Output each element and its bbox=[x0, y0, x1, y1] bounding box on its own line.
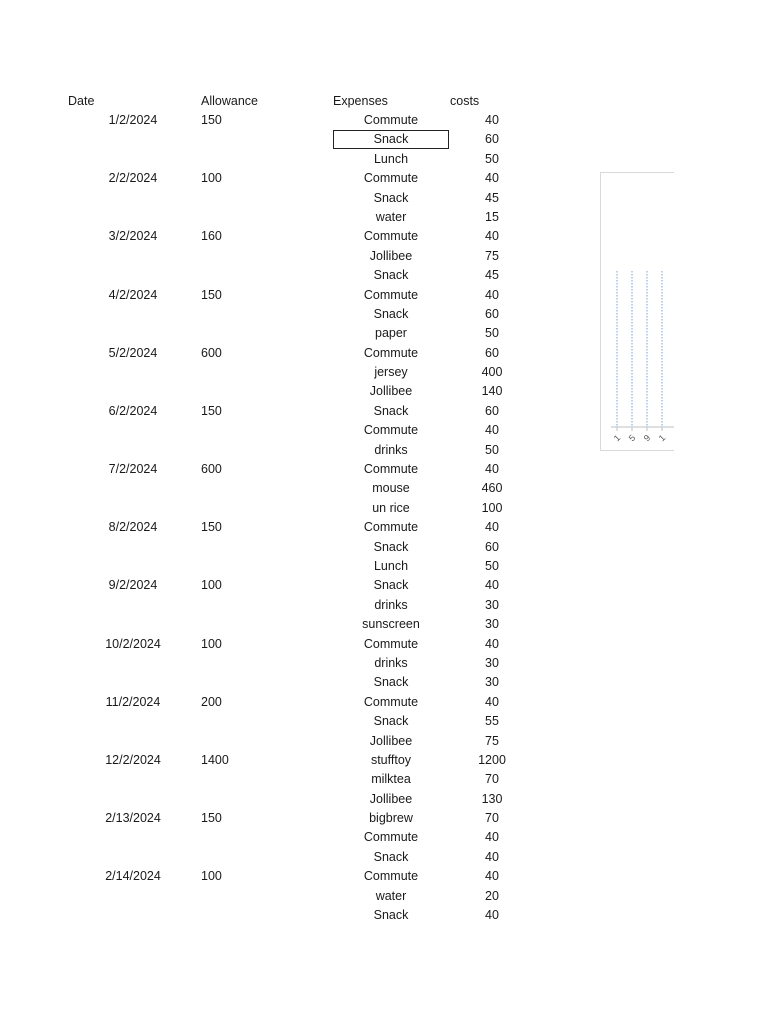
date-cell[interactable]: 11/2/2024 bbox=[105, 694, 161, 709]
cost-cell[interactable]: 40 bbox=[485, 462, 499, 477]
expense-cell[interactable]: Snack bbox=[373, 539, 409, 554]
header-expenses[interactable]: Expenses bbox=[333, 94, 388, 108]
cost-cell[interactable]: 40 bbox=[485, 287, 499, 302]
expense-cell[interactable]: Jollibee bbox=[369, 248, 413, 263]
table-row bbox=[0, 673, 560, 692]
table-row bbox=[0, 441, 560, 460]
date-cell[interactable]: 2/13/2024 bbox=[105, 811, 161, 826]
table-row bbox=[0, 305, 560, 324]
expense-cell[interactable]: Lunch bbox=[373, 558, 409, 573]
allowance-cell[interactable]: 600 bbox=[201, 345, 222, 360]
date-cell[interactable]: 3/2/2024 bbox=[108, 229, 158, 244]
expense-cell[interactable]: Lunch bbox=[373, 151, 409, 166]
table-row bbox=[0, 635, 560, 654]
table-row bbox=[0, 770, 560, 789]
header-date[interactable]: Date bbox=[68, 94, 95, 108]
table-row bbox=[0, 732, 560, 751]
expense-cell[interactable]: stufftoy bbox=[370, 752, 412, 767]
cost-cell[interactable]: 60 bbox=[485, 132, 499, 147]
cost-cell[interactable]: 40 bbox=[485, 908, 499, 923]
expense-cell[interactable]: Snack bbox=[373, 403, 409, 418]
expense-cell[interactable]: Commute bbox=[363, 520, 419, 535]
date-cell[interactable]: 2/2/2024 bbox=[108, 171, 158, 186]
table-row bbox=[0, 576, 560, 595]
expense-cell[interactable]: Commute bbox=[363, 113, 419, 127]
table-row bbox=[0, 906, 560, 925]
expense-cell[interactable]: Commute bbox=[363, 423, 419, 438]
expense-cell[interactable]: Snack bbox=[373, 578, 409, 593]
table-row bbox=[0, 751, 560, 770]
cost-cell[interactable]: 75 bbox=[485, 733, 499, 748]
table-row bbox=[0, 790, 560, 809]
date-cell[interactable]: 1/2/2024 bbox=[108, 113, 158, 127]
x-tick-label: 9 bbox=[641, 432, 653, 444]
x-tick-label: 5 bbox=[626, 432, 638, 444]
cost-cell[interactable]: 40 bbox=[485, 423, 499, 438]
expense-cell[interactable]: Snack bbox=[373, 849, 409, 864]
table-row bbox=[0, 596, 560, 615]
cost-cell[interactable]: 50 bbox=[485, 558, 499, 573]
expense-cell[interactable]: Snack bbox=[373, 714, 409, 729]
table-row bbox=[0, 130, 560, 149]
cost-cell[interactable]: 460 bbox=[481, 481, 503, 496]
expense-cell[interactable]: Commute bbox=[363, 462, 419, 477]
allowance-cell[interactable]: 100 bbox=[201, 869, 222, 884]
expense-cell[interactable]: milktea bbox=[371, 772, 411, 787]
x-tick-label: 1 bbox=[656, 432, 668, 444]
table-row bbox=[0, 247, 560, 266]
expense-cell[interactable]: Commute bbox=[363, 345, 419, 360]
table-row bbox=[0, 227, 560, 246]
allowance-cell[interactable]: 1400 bbox=[201, 752, 229, 767]
cost-cell[interactable]: 70 bbox=[485, 811, 499, 826]
table-row bbox=[0, 460, 560, 479]
allowance-cell[interactable]: 200 bbox=[201, 694, 222, 709]
expense-cell[interactable]: drinks bbox=[374, 597, 408, 612]
expense-cell[interactable]: Jollibee bbox=[369, 791, 413, 806]
table-row bbox=[0, 286, 560, 305]
cost-cell[interactable]: 60 bbox=[485, 345, 499, 360]
table-row bbox=[0, 150, 560, 169]
table-row bbox=[0, 809, 560, 828]
cost-cell[interactable]: 40 bbox=[485, 113, 499, 127]
x-tick-label: 1 bbox=[611, 432, 623, 444]
allowance-cell[interactable]: 100 bbox=[201, 636, 222, 651]
date-cell[interactable]: 4/2/2024 bbox=[108, 287, 158, 302]
cost-cell[interactable]: 50 bbox=[485, 151, 499, 166]
table-row bbox=[0, 828, 560, 847]
expense-cell[interactable]: Commute bbox=[363, 287, 419, 302]
table-row bbox=[0, 712, 560, 731]
chart-plot bbox=[601, 173, 674, 451]
expense-cell[interactable]: Snack bbox=[373, 268, 409, 283]
table-row bbox=[0, 382, 560, 401]
table-row bbox=[0, 557, 560, 576]
expense-cell[interactable]: Commute bbox=[363, 869, 419, 884]
cost-cell[interactable]: 40 bbox=[485, 849, 499, 864]
date-cell[interactable]: 8/2/2024 bbox=[108, 520, 158, 535]
cost-cell[interactable]: 40 bbox=[485, 229, 499, 244]
cost-cell[interactable]: 40 bbox=[485, 694, 499, 709]
expense-cell[interactable]: paper bbox=[375, 326, 407, 341]
expense-cell[interactable]: Commute bbox=[363, 636, 419, 651]
cost-cell[interactable]: 60 bbox=[485, 539, 499, 554]
cost-cell[interactable]: 20 bbox=[485, 888, 499, 903]
table-row bbox=[0, 479, 560, 498]
cost-cell[interactable]: 60 bbox=[485, 403, 499, 418]
cost-cell[interactable]: 100 bbox=[481, 500, 503, 515]
cost-cell[interactable]: 55 bbox=[485, 714, 499, 729]
table-row bbox=[0, 208, 560, 227]
expense-cell[interactable]: Commute bbox=[363, 229, 419, 244]
expense-cell[interactable]: Snack bbox=[373, 190, 409, 205]
cost-cell[interactable]: 45 bbox=[485, 190, 499, 205]
table-row bbox=[0, 518, 560, 537]
cost-cell[interactable]: 30 bbox=[485, 655, 499, 670]
expense-cell[interactable]: drinks bbox=[374, 655, 408, 670]
date-cell[interactable]: 5/2/2024 bbox=[108, 345, 158, 360]
cost-cell[interactable]: 30 bbox=[485, 675, 499, 690]
allowance-cell[interactable]: 150 bbox=[201, 403, 222, 418]
cost-cell[interactable]: 30 bbox=[485, 617, 499, 632]
cost-cell[interactable]: 40 bbox=[485, 520, 499, 535]
table-row bbox=[0, 867, 560, 886]
cost-cell[interactable]: 130 bbox=[481, 791, 503, 806]
table-row bbox=[0, 848, 560, 867]
spreadsheet-grid bbox=[0, 111, 560, 925]
allowance-cell[interactable]: 100 bbox=[201, 578, 222, 593]
table-row bbox=[0, 402, 560, 421]
expense-cell[interactable]: Snack bbox=[373, 908, 409, 923]
cost-cell[interactable]: 50 bbox=[485, 326, 499, 341]
expense-cell[interactable]: un rice bbox=[372, 500, 410, 515]
allowance-cell[interactable]: 150 bbox=[201, 113, 222, 127]
cost-cell[interactable]: 75 bbox=[485, 248, 499, 263]
table-row bbox=[0, 654, 560, 673]
date-cell[interactable]: 7/2/2024 bbox=[108, 462, 158, 477]
header-costs[interactable]: costs bbox=[450, 94, 480, 108]
cost-cell[interactable]: 70 bbox=[485, 772, 499, 787]
header-allowance[interactable]: Allowance bbox=[201, 94, 258, 108]
table-row bbox=[0, 499, 560, 518]
table-row bbox=[0, 169, 560, 188]
cost-cell[interactable]: 50 bbox=[485, 442, 499, 457]
table-row bbox=[0, 266, 560, 285]
expense-cell[interactable]: Commute bbox=[363, 694, 419, 709]
table-row bbox=[0, 887, 560, 906]
cost-cell[interactable]: 400 bbox=[481, 365, 503, 380]
cost-cell[interactable]: 40 bbox=[485, 636, 499, 651]
table-row bbox=[0, 189, 560, 208]
cost-cell[interactable]: 30 bbox=[485, 597, 499, 612]
date-cell[interactable]: 2/14/2024 bbox=[105, 869, 161, 884]
date-cell[interactable]: 9/2/2024 bbox=[108, 578, 158, 593]
table-row bbox=[0, 344, 560, 363]
allowance-cell[interactable]: 150 bbox=[201, 811, 222, 826]
cost-cell[interactable]: 40 bbox=[485, 578, 499, 593]
cost-cell[interactable]: 60 bbox=[485, 306, 499, 321]
allowance-cell[interactable]: 600 bbox=[201, 462, 222, 477]
cost-cell[interactable]: 140 bbox=[481, 384, 503, 399]
table-row bbox=[0, 615, 560, 634]
expense-cell[interactable]: Commute bbox=[363, 830, 419, 845]
expense-cell[interactable]: Commute bbox=[363, 171, 419, 186]
table-row bbox=[0, 111, 560, 130]
cost-cell[interactable]: 45 bbox=[485, 268, 499, 283]
selected-cell[interactable]: Snack bbox=[333, 130, 449, 149]
expense-cell[interactable]: bigbrew bbox=[369, 811, 413, 826]
table-row bbox=[0, 421, 560, 440]
allowance-cell[interactable]: 160 bbox=[201, 229, 222, 244]
expense-cell[interactable]: Jollibee bbox=[369, 733, 413, 748]
table-row bbox=[0, 693, 560, 712]
table-row bbox=[0, 363, 560, 382]
table-row bbox=[0, 324, 560, 343]
expense-cell[interactable]: jersey bbox=[374, 365, 408, 380]
table-row bbox=[0, 538, 560, 557]
allowance-cell[interactable]: 150 bbox=[201, 520, 222, 535]
date-cell[interactable]: 12/2/2024 bbox=[105, 752, 161, 767]
expense-cell[interactable]: Snack bbox=[373, 306, 409, 321]
expense-cell[interactable]: Jollibee bbox=[369, 384, 413, 399]
date-cell[interactable]: 6/2/2024 bbox=[108, 403, 158, 418]
allowance-cell[interactable]: 150 bbox=[201, 287, 222, 302]
expense-cell[interactable]: sunscreen bbox=[362, 617, 420, 632]
cost-cell[interactable]: 40 bbox=[485, 869, 499, 884]
cost-cell[interactable]: 40 bbox=[485, 171, 499, 186]
cost-cell[interactable]: 40 bbox=[485, 830, 499, 845]
expense-cell[interactable]: mouse bbox=[372, 481, 410, 496]
expense-cell[interactable]: water bbox=[375, 888, 407, 903]
expense-cell[interactable]: Snack bbox=[373, 675, 409, 690]
cost-cell[interactable]: 1200 bbox=[478, 752, 506, 767]
embedded-chart[interactable] bbox=[600, 172, 674, 451]
date-cell[interactable]: 10/2/2024 bbox=[105, 636, 161, 651]
expense-cell[interactable]: water bbox=[375, 209, 407, 224]
allowance-cell[interactable]: 100 bbox=[201, 171, 222, 186]
expense-cell[interactable]: drinks bbox=[374, 442, 408, 457]
cost-cell[interactable]: 15 bbox=[485, 209, 499, 224]
